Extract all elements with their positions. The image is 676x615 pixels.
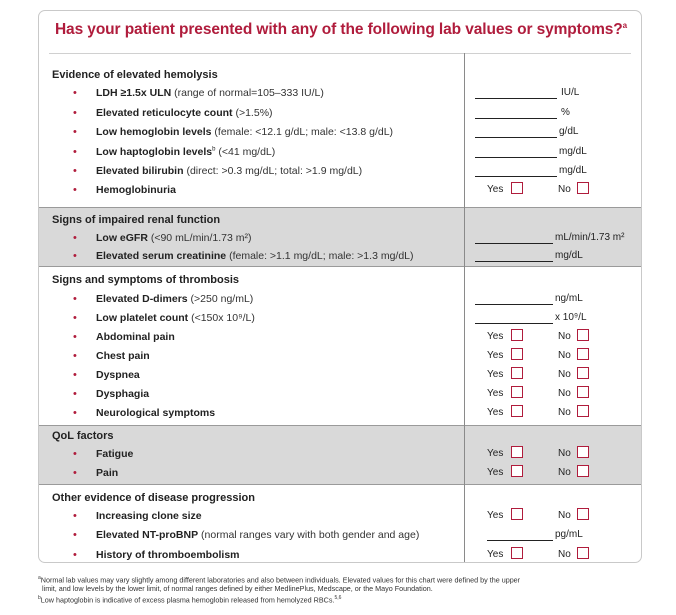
row-neurological — [39, 407, 639, 423]
section-divider — [39, 484, 642, 485]
dyspnea-yes-checkbox[interactable] — [511, 367, 523, 379]
neurological-no-checkbox[interactable] — [577, 405, 589, 417]
row-unit: pg/mL — [555, 529, 583, 540]
platelet-value-field[interactable] — [475, 323, 553, 324]
hemoglobinuria-no-checkbox[interactable] — [577, 182, 589, 194]
row-unit: mg/dL — [559, 165, 587, 176]
bullet-icon: • — [73, 407, 77, 419]
section-heading-thrombosis: Signs and symptoms of thrombosis — [52, 274, 240, 286]
top-rule — [49, 53, 631, 54]
clone-size-no-checkbox[interactable] — [577, 508, 589, 520]
yes-label: Yes — [487, 448, 504, 459]
yes-label: Yes — [487, 407, 504, 418]
footnote-a-line1: $^a$Normal lab values may vary slightly among different laboratories and also between individuals. Elevated values for this chart were defined by the upper — [38, 575, 521, 585]
row-thromboembolism — [39, 549, 639, 563]
row-label: Low platelet count (<150x 10⁹/L) — [96, 312, 255, 324]
haptoglobin-value-field[interactable] — [475, 157, 557, 158]
no-label: No — [558, 467, 571, 478]
pain-yes-checkbox[interactable] — [511, 465, 523, 477]
bullet-icon: • — [73, 529, 77, 541]
row-pain — [39, 467, 639, 483]
row-creatinine — [39, 250, 639, 266]
no-label: No — [558, 448, 571, 459]
row-label: Elevated reticulocyte count (>1.5%) — [96, 107, 273, 119]
row-label: Dysphagia — [96, 388, 150, 400]
fatigue-no-checkbox[interactable] — [577, 446, 589, 458]
bullet-icon: • — [73, 312, 77, 324]
abdominal-pain-no-checkbox[interactable] — [577, 329, 589, 341]
bullet-icon: • — [73, 369, 77, 381]
row-label: History of thromboembolism — [96, 549, 240, 561]
row-label: Hemoglobinuria — [96, 184, 176, 196]
lab-values-card — [38, 10, 642, 563]
neurological-yes-checkbox[interactable] — [511, 405, 523, 417]
bullet-icon: • — [73, 184, 77, 196]
row-label: Dyspnea — [96, 369, 140, 381]
yes-label: Yes — [487, 184, 504, 195]
bullet-icon: • — [73, 350, 77, 362]
nt-probnp-value-field[interactable] — [487, 540, 553, 541]
yes-label: Yes — [487, 388, 504, 399]
chest-pain-no-checkbox[interactable] — [577, 348, 589, 360]
row-label: LDH ≥1.5x ULN (range of normal=105–333 IU/L) — [96, 87, 324, 99]
row-label: Pain — [96, 467, 119, 479]
section-heading-hemolysis: Evidence of elevated hemolysis — [52, 69, 218, 81]
row-dyspnea — [39, 369, 639, 385]
row-label: Elevated bilirubin (direct: >0.3 mg/dL; total: >1.9 mg/dL) — [96, 165, 363, 177]
footnote-a-line2: limit, and low levels by the lower limit, of normal ranges defined by either MedlinePlus, Medscape, or the Mayo Foundation. — [42, 584, 433, 593]
dyspnea-no-checkbox[interactable] — [577, 367, 589, 379]
row-label: Elevated serum creatinine (female: >1.1 mg/dL; male: >1.3 mg/dL) — [96, 250, 414, 262]
yes-label: Yes — [487, 510, 504, 521]
row-fatigue — [39, 448, 639, 464]
hemoglobinuria-yes-checkbox[interactable] — [511, 182, 523, 194]
chest-pain-yes-checkbox[interactable] — [511, 348, 523, 360]
bullet-icon: • — [73, 510, 77, 522]
row-nt-probnp — [39, 529, 639, 545]
row-label: Elevated D-dimers (>250 ng/mL) — [96, 293, 254, 305]
bullet-icon: • — [73, 107, 77, 119]
dysphagia-yes-checkbox[interactable] — [511, 386, 523, 398]
row-platelet — [39, 312, 639, 328]
row-unit: mg/dL — [555, 250, 583, 261]
bullet-icon: • — [73, 126, 77, 138]
section-divider — [39, 425, 642, 426]
row-unit: x 10⁹/L — [555, 312, 587, 323]
section-heading-renal: Signs of impaired renal function — [52, 214, 221, 226]
row-ldh — [39, 87, 639, 103]
row-bilirubin — [39, 165, 639, 181]
no-label: No — [558, 369, 571, 380]
bullet-icon: • — [73, 388, 77, 400]
row-abdominal-pain — [39, 331, 639, 347]
row-unit: g/dL — [559, 126, 579, 137]
yes-label: Yes — [487, 549, 504, 560]
row-d-dimers — [39, 293, 639, 309]
no-label: No — [558, 407, 571, 418]
row-unit: IU/L — [561, 87, 580, 98]
row-label: Low eGFR (<90 mL/min/1.73 m²) — [96, 232, 252, 244]
row-unit: % — [561, 107, 570, 118]
bullet-icon: • — [73, 165, 77, 177]
bullet-icon: • — [73, 467, 77, 479]
row-egfr — [39, 232, 639, 248]
no-label: No — [558, 388, 571, 399]
section-heading-qol: QoL factors — [52, 430, 114, 442]
row-dysphagia — [39, 388, 639, 404]
no-label: No — [558, 549, 571, 560]
row-hemoglobin — [39, 126, 639, 142]
bullet-icon: • — [73, 448, 77, 460]
page-title: Has your patient presented with any of the following lab values or symptoms?$^a$ — [54, 21, 628, 39]
hemoglobin-value-field[interactable] — [475, 137, 557, 138]
clone-size-yes-checkbox[interactable] — [511, 508, 523, 520]
ldh-value-field[interactable] — [475, 98, 557, 99]
bullet-icon: • — [73, 293, 77, 305]
row-label: Elevated NT-proBNP (normal ranges vary with both gender and age) — [96, 529, 420, 541]
row-unit: mL/min/1.73 m² — [555, 232, 625, 243]
row-haptoglobin — [39, 146, 639, 162]
row-chest-pain — [39, 350, 639, 366]
yes-label: Yes — [487, 331, 504, 342]
footnote-b: $^b$Low haptoglobin is indicative of excess plasma hemoglobin released from hemolyzed RBCs.$^{5,6}$ — [38, 595, 342, 605]
no-label: No — [558, 331, 571, 342]
creatinine-value-field[interactable] — [475, 261, 553, 262]
bullet-icon: • — [73, 232, 77, 244]
row-hemoglobinuria — [39, 184, 639, 200]
bullet-icon: • — [73, 549, 77, 561]
bullet-icon: • — [73, 87, 77, 99]
dysphagia-no-checkbox[interactable] — [577, 386, 589, 398]
row-clone-size — [39, 510, 639, 526]
egfr-value-field[interactable] — [475, 243, 553, 244]
row-reticulocyte — [39, 107, 639, 123]
section-heading-progression: Other evidence of disease progression — [52, 492, 255, 504]
no-label: No — [558, 510, 571, 521]
row-unit: mg/dL — [559, 146, 587, 157]
bilirubin-value-field[interactable] — [475, 176, 557, 177]
no-label: No — [558, 184, 571, 195]
yes-label: Yes — [487, 467, 504, 478]
section-divider — [39, 207, 642, 208]
row-label: Chest pain — [96, 350, 150, 362]
row-label: Low haptoglobin levels$^b$ (<41 mg/dL) — [96, 146, 276, 158]
yes-label: Yes — [487, 369, 504, 380]
row-label: Neurological symptoms — [96, 407, 216, 419]
row-unit: ng/mL — [555, 293, 583, 304]
bullet-icon: • — [73, 331, 77, 343]
row-label: Increasing clone size — [96, 510, 202, 522]
thromboembolism-yes-checkbox[interactable] — [511, 547, 523, 559]
bullet-icon: • — [73, 146, 77, 158]
row-label: Abdominal pain — [96, 331, 175, 343]
d-dimers-value-field[interactable] — [475, 304, 553, 305]
row-label: Low hemoglobin levels (female: <12.1 g/dL; male: <13.8 g/dL) — [96, 126, 394, 138]
yes-label: Yes — [487, 350, 504, 361]
reticulocyte-value-field[interactable] — [475, 118, 557, 119]
pain-no-checkbox[interactable] — [577, 465, 589, 477]
section-divider — [39, 266, 642, 267]
row-label: Fatigue — [96, 448, 134, 460]
thromboembolism-no-checkbox[interactable] — [577, 547, 589, 559]
fatigue-yes-checkbox[interactable] — [511, 446, 523, 458]
abdominal-pain-yes-checkbox[interactable] — [511, 329, 523, 341]
no-label: No — [558, 350, 571, 361]
bullet-icon: • — [73, 250, 77, 262]
